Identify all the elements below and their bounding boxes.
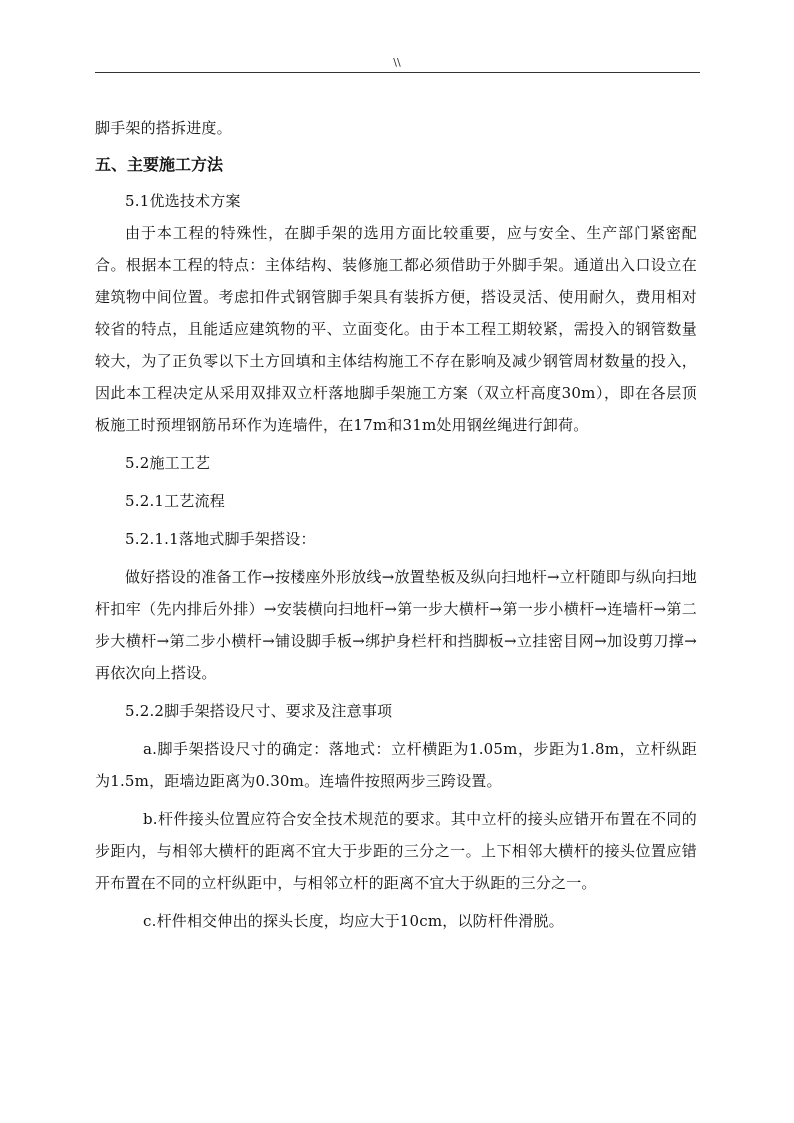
paragraph-item-a: a.脚手架搭设尺寸的确定：落地式：立杆横距为1.05m，步距为1.8m，立杆纵距为1.5m，距墙边距离为0.30m。连墙件按照两步三跨设置。 [95, 740, 697, 790]
document-body [95, 112, 697, 937]
paragraph-item-b: b.杆件接头位置应符合安全技术规范的要求。其中立杆的接头应错开布置在不同的步距内，与相邻大横杆的距离不宜大于步距的三分之一。上下相邻大横杆的接头位置应错开布置在不同的立杆纵距中，与相邻立杆的距离不宜大于纵距的三分之一。 [95, 810, 697, 892]
paragraph-5-1: 由于本工程的特殊性，在脚手架的选用方面比较重要，应与安全、生产部门紧密配合。根据本工程的特点：主体结构、装修施工都必须借助于外脚手架。通道出入口设立在建筑物中间位置。考虑扣件式钢管脚手架具有装拆方便，搭设灵活、使用耐久，费用相对较省的特点，且能适应建筑物的平、立面变化。由于本工程工期较紧，需投入的钢管数量较大，为了正负零以下土方回填和主体结构施工不存在影响及减少钢管周材数量的投入，因此本工程决定从采用双排双立杆落地脚手架施工方案（双立杆高度30m），即在各层顶板施工时预埋钢筋吊环作为连墙件，在17m和31m处用钢丝绳进行卸荷。 [95, 224, 697, 434]
paragraph-continuation: 脚手架的搭拆进度。 [95, 119, 232, 137]
section-heading-5: 五、主要施工方法 [95, 155, 224, 174]
subsection-5-2-1: 5.2.1工艺流程 [125, 492, 225, 510]
subsection-5-1: 5.1优选技术方案 [125, 192, 241, 210]
paragraph-5-2-1-1: 做好搭设的准备工作→按楼座外形放线→放置垫板及纵向扫地杆→立杆随即与纵向扫地杆扣牢（先内排后外排）→安装横向扫地杆→第一步大横杆→第一步小横杆→连墙杆→第二步大横杆→第二步小横杆→铺设脚手板→绑护身栏杆和挡脚板→立挂密目网→加设剪刀撑→再依次向上搭设。 [95, 568, 697, 682]
subsection-5-2: 5.2施工工艺 [125, 454, 211, 472]
header-mark: \\ [393, 56, 401, 69]
header-rule [95, 72, 700, 73]
subsection-5-2-1-1: 5.2.1.1落地式脚手架搭设： [125, 530, 316, 548]
paragraph-item-c: c.杆件相交伸出的探头长度，均应大于10cm，以防杆件滑脱。 [143, 912, 564, 930]
subsection-5-2-2: 5.2.2脚手架搭设尺寸、要求及注意事项 [125, 702, 393, 720]
